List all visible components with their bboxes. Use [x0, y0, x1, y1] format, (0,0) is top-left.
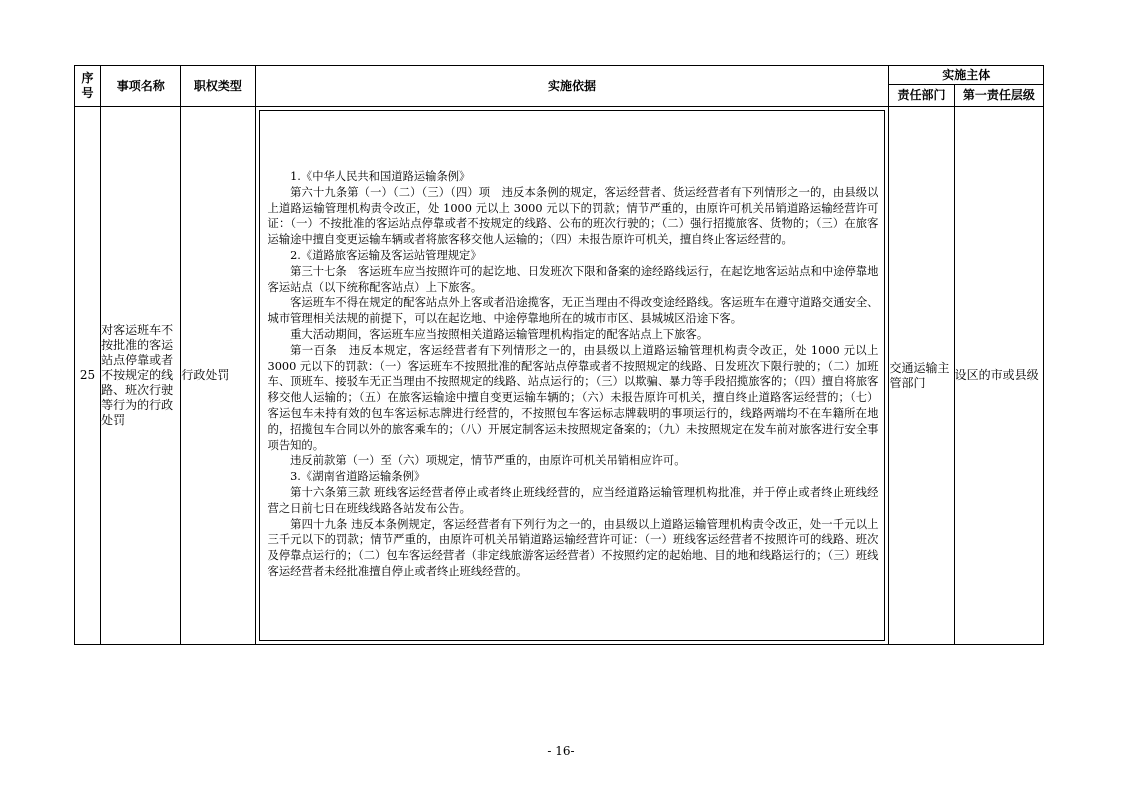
authority-table	[74, 65, 1044, 645]
header-type: 职权类型	[181, 66, 255, 107]
header-basis: 实施依据	[255, 66, 889, 107]
header-subject: 实施主体	[889, 66, 1044, 85]
header-level: 第一责任层级	[954, 85, 1043, 107]
row-level: 设区的市或县级	[954, 107, 1043, 645]
page-number: - 16-	[547, 744, 575, 758]
basis-paragraph: 违反前款第（一）至（六）项规定，情节严重的，由原许可机关吊销相应许可。	[290, 454, 686, 468]
basis-paragraph: 1.《中华人民共和国道路运输条例》	[290, 170, 471, 183]
basis-paragraph: 第四十九条 违反本条例规定，客运经营者有下列行为之一的，由县级以上道路运输管理机构责令改正，处一千元以上三千元以下的罚款；情节严重的，由原许可机关吊销道路运输经营许可证：（一）班线客运经营者不按照许可的线路、班次及停靠点运行的；（二）包车客运经营者（非定线旅游客运经营者）不按照约定的起始地、目的地和线路运行的；（三）班线客运经营者未经批准擅自停止或者终止班线经营的。	[267, 517, 879, 578]
row-type: 行政处罚	[181, 107, 255, 645]
basis-paragraph: 重大活动期间，客运班车应当按照相关道路运输管理机构指定的配客站点上下旅客。	[290, 327, 709, 341]
basis-paragraph: 客运班车不得在规定的配客站点外上客或者沿途揽客，无正当理由不得改变途经路线。客运班车在遵守道路交通安全、城市管理相关法规的前提下，可以在起讫地、中途停靠地所在的城市市区、县城城区沿途下客。	[267, 296, 879, 326]
table-row	[75, 107, 1044, 645]
basis-paragraph: 2.《道路旅客运输及客运站管理规定》	[290, 248, 482, 262]
basis-text-box	[259, 110, 886, 641]
header-dept: 责任部门	[889, 85, 954, 107]
row-seq: 25	[75, 107, 101, 645]
basis-paragraph: 第三十七条 客运班车应当按照许可的起讫地、日发班次下限和备案的途经路线运行，在起讫地客运站点和中途停靠地客运站点（以下统称配客站点）上下旅客。	[267, 264, 879, 294]
header-name: 事项名称	[101, 66, 181, 107]
basis-paragraph: 3.《湖南省道路运输条例》	[290, 470, 426, 484]
row-dept: 交通运输主管部门	[889, 107, 954, 645]
basis-paragraph: 第十六条第三款 班线客运经营者停止或者终止班线经营的，应当经道路运输管理机构批准，并于停止或者终止班线经营之日前七日在班线线路各站发布公告。	[267, 485, 879, 515]
basis-paragraph: 第一百条 违反本规定，客运经营者有下列情形之一的，由县级以上道路运输管理机构责令改正，处 1000 元以上 3000 元以下的罚款：（一）客运班车不按照批准的配客站点停靠或者不按照规定的线路、日发班次下限行驶的；（二）加班车、顶班车、接驳车无正当理由不按照规定的线路、站点运行的；（三）以欺骗、暴力等手段招揽旅客的；（四）擅自将旅客移交他人运输的；（五）在旅客运输途中擅自变更运输车辆的；（六）未报告原许可机关，擅自终止道路客运经营的；（七）客运包车未持有效的包车客运标志牌进行经营的，不按照包车客运标志牌载明的事项运行的，线路两端均不在车籍所在地的，招揽包车合同以外的旅客乘车的；（八）开展定制客运未按照规定备案的；（九）未按照规定在发车前对旅客进行安全事项告知的。	[267, 343, 879, 452]
basis-paragraph: 第六十九条第（一）（二）（三）（四）项 违反本条例的规定，客运经营者、货运经营者有下列情形之一的，由县级以上道路运输管理机构责令改正，处 1000 元以上 3000 元以下的罚款；情节严重的，由原许可机关吊销道路运输经营许可证：（一）不按批准的客运站点停靠或者不按规定的线路、公布的班次行驶的；（二）强行招揽旅客、货物的；（三）在旅客运输途中擅自变更运输车辆或者将旅客移交他人运输的；（四）未报告原许可机关，擅自终止客运经营的。	[267, 185, 879, 247]
header-seq: 序号	[75, 66, 101, 107]
row-basis	[255, 107, 889, 645]
row-name: 对客运班车不按批准的客运站点停靠或者不按规定的线路、班次行驶等行为的行政处罚	[101, 107, 181, 645]
